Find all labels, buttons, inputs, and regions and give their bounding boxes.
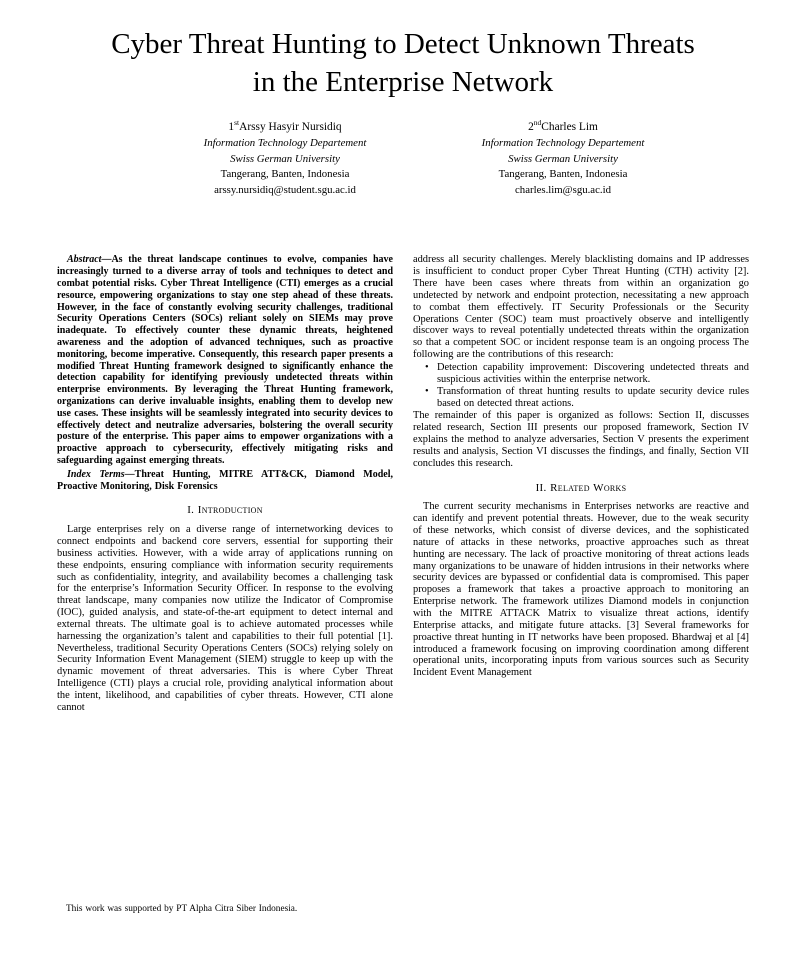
author-full-name: Arssy Hasyir Nursidiq	[239, 121, 342, 134]
section-heading-introduction: I. Introduction	[187, 504, 263, 517]
section-heading-related-works: II. Related Works	[535, 481, 627, 494]
contributions-list	[413, 362, 749, 409]
introduction-continuation-paragraph: address all security challenges. Merely blacklisting domains and IP addresses is insufficient to conduct proper Cyber Threat Hunting (CTH) activity [2]. There have been cases where threats from within an organization go undetected by network and endpoint protection, necessitating a new approach to combat them effectively. IT Security Professionals or the Security Operations Center (SOC) team must proactively observe and intelligently discover ways to reveal potentially undetected threats within the organization so that a competent SOC or incident response team is an ongoing process The following are the contributions of this research:	[413, 254, 749, 361]
author-name	[424, 120, 702, 136]
author-university: Swiss German University	[230, 152, 340, 165]
author-full-name: Charles Lim	[541, 121, 598, 134]
introduction-paragraph: Large enterprises rely on a diverse range of internetworking devices to connect endpoints and backend core servers, essential for supporting their business activities. However, with a wide array of applications running on these endpoints, ensuring compliance with information security requirements such as confidentiality, integrity, and availability becomes a challenging task for the enterprise’s Information Security Officer. In response to the evolving threat landscape, many companies now utilize the Indicator of Compromise (IOC), guided analysis, and state-of-the-art equipment to detect internal and external threats. The ultimate goal is to achieve automated processes while harnessing the organization’s talent and capabilities to their full potential [1]. Nevertheless, traditional Security Operations Centers (SOCs) relying solely on Security Information Event Management (SIEM) struggle to keep up with the dynamic movement of threat adversaries. This is where Cyber Threat Intelligence (CTI) plays a crucial role, providing analytical information about the intent, likelihood, and capabilities of cyber threats. However, CTI alone cannot	[57, 524, 393, 713]
right-column	[413, 254, 749, 915]
author-block-2	[424, 120, 702, 198]
author-row	[146, 120, 702, 198]
author-university: Swiss German University	[508, 152, 618, 165]
author-ordinal-suffix: st	[234, 118, 240, 128]
author-block-1	[146, 120, 424, 198]
abstract-text: —As the threat landscape continues to evolve, companies have increasingly turned to a diverse array of tools and techniques to detect and combat potential risks. Cyber Threat Intelligence (CTI) emerges as a crucial resource, empowering organizations to stay one step ahead of these threats. However, in the face of constantly evolving security challenges, traditional Security Operations Centers (SOCs) reliant solely on SIEMs may prove inadequate. To effectively counter these dynamic threats, heightened awareness and the adoption of advanced techniques, such as proactive monitoring, become imperative. Consequently, this research paper presents a modified Threat Hunting framework designed to significantly enhance the detection capability for identifying previously undetected threats within enterprise environments. By leveraging the Threat Hunting framework, organizations can derive invaluable insights, enabling them to develop new use cases. These insights will be seamlessly integrated into security devices to effectively detect and neutralize adversaries, bolstering the overall security posture of the enterprise. This paper aims to empower organizations with a proactive approach to cybersecurity, effectively mitigating risks and safeguarding against emerging threats.	[57, 254, 393, 466]
author-ordinal-suffix: nd	[533, 118, 542, 128]
author-department: Information Technology Departement	[203, 137, 367, 150]
page-title-line-1: Cyber Threat Hunting to Detect Unknown Threats	[111, 28, 695, 60]
support-footnote: This work was supported by PT Alpha Citra Siber Indonesia.	[66, 904, 298, 915]
author-location: Tangerang, Banten, Indonesia	[498, 168, 628, 181]
index-terms-paragraph	[57, 469, 393, 493]
author-department: Information Technology Departement	[481, 137, 645, 150]
abstract-label: Abstract	[67, 254, 102, 266]
contribution-item: • Detection capability improvement: Discovering undetected threats and suspicious activities within the enterprise network.	[437, 362, 749, 386]
paper-page	[0, 25, 806, 980]
left-column	[57, 254, 393, 915]
paper-outline-paragraph: The remainder of this paper is organized as follows: Section II, discusses related research, Section III presents our proposed framework, Section IV explains the method to analyze adversaries, Section V presents the experiment results and analysis, Section VI discusses the findings, and finally, Section VII concludes this research.	[413, 410, 749, 469]
author-email: charles.lim@sgu.ac.id	[515, 183, 611, 196]
index-terms-text: —Threat Hunting, MITRE ATT&CK, Diamond Model, Proactive Monitoring, Disk Forensics	[57, 468, 393, 492]
author-location: Tangerang, Banten, Indonesia	[220, 168, 350, 181]
page-title	[0, 25, 806, 101]
two-column-body	[0, 254, 806, 915]
abstract-paragraph	[57, 254, 393, 466]
page-title-line-2: in the Enterprise Network	[252, 66, 554, 98]
author-email: arssy.nursidiq@student.sgu.ac.id	[214, 183, 356, 196]
author-sequence-number: 2	[528, 121, 534, 134]
index-terms-label: Index Terms	[67, 468, 125, 480]
contribution-item: • Transformation of threat hunting results to update security device rules based on detected threat actions.	[437, 386, 749, 410]
related-works-paragraph: The current security mechanisms in Enterprises networks are reactive and can identify and prevent potential threats. However, due to the weak security of these networks, which consist of diverse devices, and the sophisticated nature of attacks in these networks, proactive approaches such as threat hunting are necessary. The lack of proactive monitoring of threat actions leads many organizations to be unaware of hidden intrusions in their networks where security devices are bypassed or confidential data is compromised. This paper proposes a framework that takes a proactive approach to monitoring an Enterprise network. The framework utilizes Diamond models in conjunction with the MITRE ATTACK Matrix to visualize threat actions, identify Enterprise attacks, and mitigate future attacks. [3] Several frameworks for proactive threat hunting in IT networks have been proposed. Bhardwaj et al [4] introduced a framework focusing on improving coordination among different operational units, incorporating inputs from various sources such as Security Incident Event Management	[413, 501, 749, 679]
author-name	[146, 120, 424, 136]
author-sequence-number: 1	[228, 121, 235, 134]
